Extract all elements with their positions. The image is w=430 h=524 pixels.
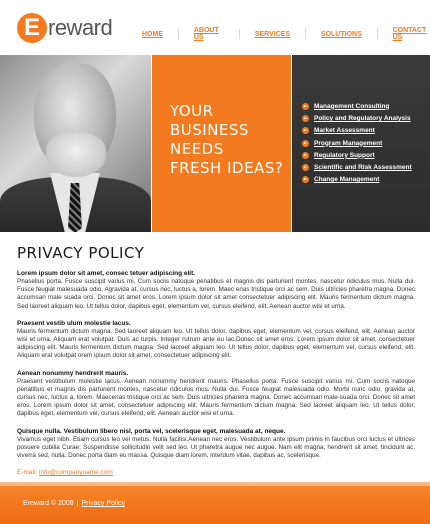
service-link-market-assessment[interactable]: Market Assessment [314,127,375,135]
arrow-bullet-icon [302,103,309,110]
logo[interactable] [17,11,112,45]
arrow-bullet-icon [302,152,309,159]
nav-separator [239,29,240,39]
service-link-regulatory-support[interactable]: Regulatory Support [314,151,375,159]
promo-line: BUSINESS [170,121,249,139]
nav-home[interactable]: HOME [142,30,163,38]
paragraph-heading: Lorem ipsum dolor sit amet, consec tetuer adipiscing elit. [17,270,196,277]
copyright-text: Ereward © 2008 [23,500,74,507]
businessman-photo [0,55,151,232]
page-title: PRIVACY POLICY [17,244,145,262]
service-link-policy-analysis[interactable]: Policy and Regulatory Analysis [314,114,411,122]
nav-contact-us[interactable]: CONTACT US [392,27,427,41]
services-item [302,137,412,149]
paragraph-body: Phasellus porta. Fusce suscipit varius mi. Cum sociis natoque penatibus et magnis dis parturient montes, nascetur ridiculus mus. Nulla dui. Fusce feugiat malesuada odio. Agravida at, cursus nec, luctus a, lorem. Maec enas tristique orci ac sem. Duis ultricies pharetra magna. Donec accumsan male suada orci. Donec sit amet eros. Lorem ipsum dolor sit amet consectetuer adipiscing elit. Mauris fermentum dictum magna. Sed laoreet aliquam leo. Ut tellus dolor, dapibus eget, elementum vel, cursus eleifend, elit. Aenean auctor wisi et urna. [17,278,415,310]
paragraph-heading: Quisque nulla. Vestibulum libero nisl, porta vel, scelerisque eget, malesuada at, neque. [17,427,286,435]
photo-beard [46,133,106,177]
main-nav [142,27,430,41]
arrow-bullet-icon [302,115,309,122]
promo-panel [152,55,291,232]
nav-solutions[interactable]: SOLUTIONS [320,30,362,38]
service-link-change-management[interactable]: Change Management [314,176,380,184]
footer-separator: | [76,500,79,507]
footer-highlight [0,482,430,486]
main-content [17,244,415,476]
promo-slogan [170,102,283,178]
footer [0,482,430,524]
services-list [302,100,412,186]
service-link-management-consulting[interactable]: Management Consulting [314,102,390,110]
nav-separator [377,29,378,39]
nav-about-us[interactable]: ABOUT US [193,27,219,41]
nav-separator [178,29,179,39]
logo-text: reward [48,15,113,40]
services-panel [292,55,430,232]
services-item [302,161,412,173]
header [0,0,430,55]
arrow-bullet-icon [302,127,309,134]
email-line [17,469,415,476]
services-item [302,125,412,137]
privacy-policy-link[interactable]: Privacy Policy [81,500,126,507]
service-link-program-management[interactable]: Program Management [314,139,383,147]
nav-separator [305,29,306,39]
footer-text [23,500,125,507]
banner [0,55,430,232]
arrow-bullet-icon [302,164,309,171]
services-item [302,149,412,161]
promo-line: NEEDS [170,140,224,158]
paragraph-body: Vivamus eget nibh. Etiam cursus leo vel metus. Nulla facilisi.Aenean nec eros. Vestibulum ante ipsum primis in faucibus orci luctus et ultrices posuere cubilia Curae; Suspendisse sollicitudin velit sed leo. Ut pharetra augue nec augue. Nam elit magna, hendrerit sit amet, tincidunt ac, viverra sed, nulla. Donec porta diam eu massa. Quisque diam lorem, interdum vitae, dapibus ac, scelerisque. [17,435,415,460]
email-label: E-mail: [17,469,38,477]
arrow-bullet-icon [302,176,309,183]
paragraph-heading: Praesent vestib ulum molestie lacus. [17,319,131,327]
services-item [302,112,412,124]
nav-services[interactable]: SERVICES [254,30,291,38]
arrow-bullet-icon [302,140,309,147]
service-link-risk-assessment[interactable]: Scientific and Risk Assessment [314,164,412,172]
logo-initial: E [17,13,47,43]
paragraph-heading: Aenean nonummy hendrerit mauris. [17,369,129,377]
services-item [302,100,412,112]
paragraph-body: Praesent vestibulum molestie lacus. Aenean nonummy hendrerit mauris. Phasellus porta. Fusce suscipit varius mi. Cum sociis natoque penatibus et magnis dis parturient montes, nascetur ridiculus mus. Nulla dui. Fusce feugiat malesuada odio. Morbi nunc odio, gravida at, cursus nec, luctus a, lorem. Maecenas tristique orci ac sem. Duis ultricies pharetra magna. Donec accumsan male-suada orci. Donec sit amet eros. Lorem ipsum dolor sit amet, consectetuer adipiscing elit. Mauris fermentum dictum magna. Sed laoreet aliquam leo. Ut tellus dolor, dapibus eget, elementum vel, cursus eleifend, elit. Aenean auctor wisi et urna. [17,377,415,418]
paragraph-body: Mauris fermentum dictum magna. Sed laoreet aliquam leo. Ut tellus dolor, dapibus eget, elementum vel, cursus eleifend, elit. Aenean auctor wisi et urna. Aliquam erat volutpat. Duis ac turpis. Integer rutrum ante eu lac.Donec sit amet eros. Lorem ipsum dolor sit amet, consectetuer adipiscing elit. Mauris fermentum dictum magna. Sed laoreet aliquam leo. Ut tellus dolor, dapibus eget, elementum vel, cursus eleifend, elit. Aliquam erat volutpat orem ipsum dolor sit amet, consectetuer adipiscing elit. [17,327,415,360]
promo-line: FRESH IDEAS? [170,159,284,177]
promo-line: YOUR [170,102,214,120]
email-link[interactable]: info@companyname.com [39,469,113,477]
services-item [302,174,412,186]
